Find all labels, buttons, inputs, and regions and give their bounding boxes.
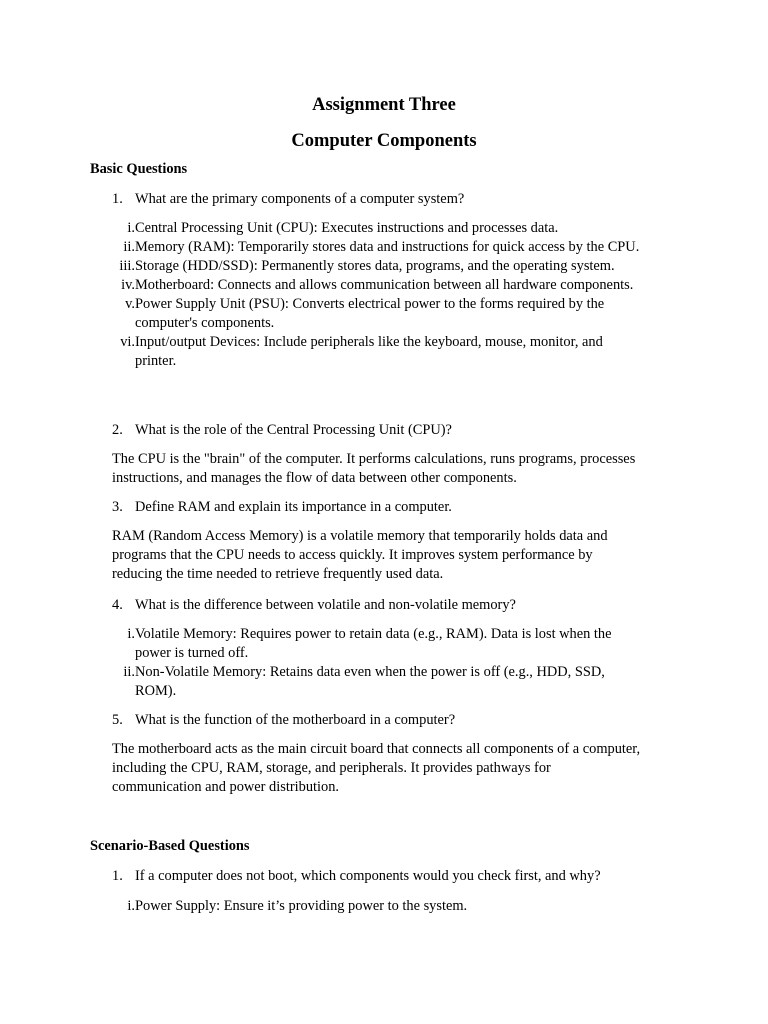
list-item-text: Volatile Memory: Requires power to retain data (e.g., RAM). Data is lost when the power is turned off.	[135, 626, 612, 661]
question-1	[112, 190, 652, 209]
list-item-number: vi.	[120, 334, 135, 350]
list-item-number: i.	[127, 626, 135, 642]
list-item-text: Non-Volatile Memory: Retains data even when the power is off (e.g., HDD, SSD, ROM).	[135, 664, 605, 699]
question-number: 1.	[112, 868, 123, 884]
document-title: Assignment Three	[312, 95, 456, 115]
list-item-text: Motherboard: Connects and allows communication between all hardware components.	[135, 277, 634, 293]
question-number: 2.	[112, 422, 123, 438]
list-item	[112, 625, 642, 663]
list-item	[112, 257, 642, 276]
answer-list-scenario-q1	[112, 897, 642, 916]
answer-list-q1	[112, 219, 642, 371]
question-text: What is the function of the motherboard in a computer?	[135, 712, 456, 728]
list-item-number: iv.	[121, 277, 135, 293]
question-text: What are the primary components of a computer system?	[135, 191, 465, 207]
section-heading-basic: Basic Questions	[90, 161, 188, 177]
list-item-number: iii.	[119, 258, 135, 274]
question-number: 5.	[112, 712, 123, 728]
list-item-text: Memory (RAM): Temporarily stores data and instructions for quick access by the CPU.	[135, 239, 640, 255]
question-2	[112, 421, 652, 440]
scenario-question-1	[112, 867, 652, 886]
list-item-number: i.	[127, 220, 135, 236]
question-number: 1.	[112, 191, 123, 207]
list-item	[112, 333, 642, 371]
list-item	[112, 897, 642, 916]
document-subtitle: Computer Components	[291, 131, 477, 151]
question-5	[112, 711, 652, 730]
question-number: 4.	[112, 597, 123, 613]
question-number: 3.	[112, 499, 123, 515]
list-item-text: Storage (HDD/SSD): Permanently stores data, programs, and the operating system.	[135, 258, 615, 274]
answer-paragraph-q3: RAM (Random Access Memory) is a volatile memory that temporarily holds data and programs that the CPU needs to access quickly. It improves system performance by reducing the time needed to retrieve frequently used data.	[112, 528, 608, 582]
question-3	[112, 498, 652, 517]
question-text: Define RAM and explain its importance in a computer.	[135, 499, 452, 515]
list-item	[112, 276, 642, 295]
list-item	[112, 238, 642, 257]
answer-list-q4	[112, 625, 642, 701]
list-item-text: Input/output Devices: Include peripherals like the keyboard, mouse, monitor, and printer.	[135, 334, 603, 369]
answer-paragraph-q2: The CPU is the "brain" of the computer. It performs calculations, runs programs, processes instructions, and manages the flow of data between other components.	[112, 451, 636, 486]
list-item	[112, 295, 642, 333]
list-item-text: Power Supply Unit (PSU): Converts electrical power to the forms required by the computer's components.	[135, 296, 605, 331]
question-text: What is the role of the Central Processing Unit (CPU)?	[135, 422, 452, 438]
question-4	[112, 596, 652, 615]
section-heading-scenario: Scenario-Based Questions	[90, 838, 250, 854]
answer-paragraph-q5: The motherboard acts as the main circuit board that connects all components of a computer, including the CPU, RAM, storage, and peripherals. It provides pathways for communication and power distribution.	[112, 741, 641, 795]
list-item-number: ii.	[123, 239, 135, 255]
list-item-number: v.	[125, 296, 135, 312]
list-item	[112, 219, 642, 238]
list-item-number: i.	[127, 898, 135, 914]
list-item-text: Central Processing Unit (CPU): Executes instructions and processes data.	[135, 220, 559, 236]
question-text: What is the difference between volatile and non-volatile memory?	[135, 597, 516, 613]
question-text: If a computer does not boot, which components would you check first, and why?	[135, 868, 601, 884]
list-item	[112, 663, 642, 701]
list-item-number: ii.	[123, 664, 135, 680]
list-item-text: Power Supply: Ensure it’s providing power to the system.	[135, 898, 468, 914]
